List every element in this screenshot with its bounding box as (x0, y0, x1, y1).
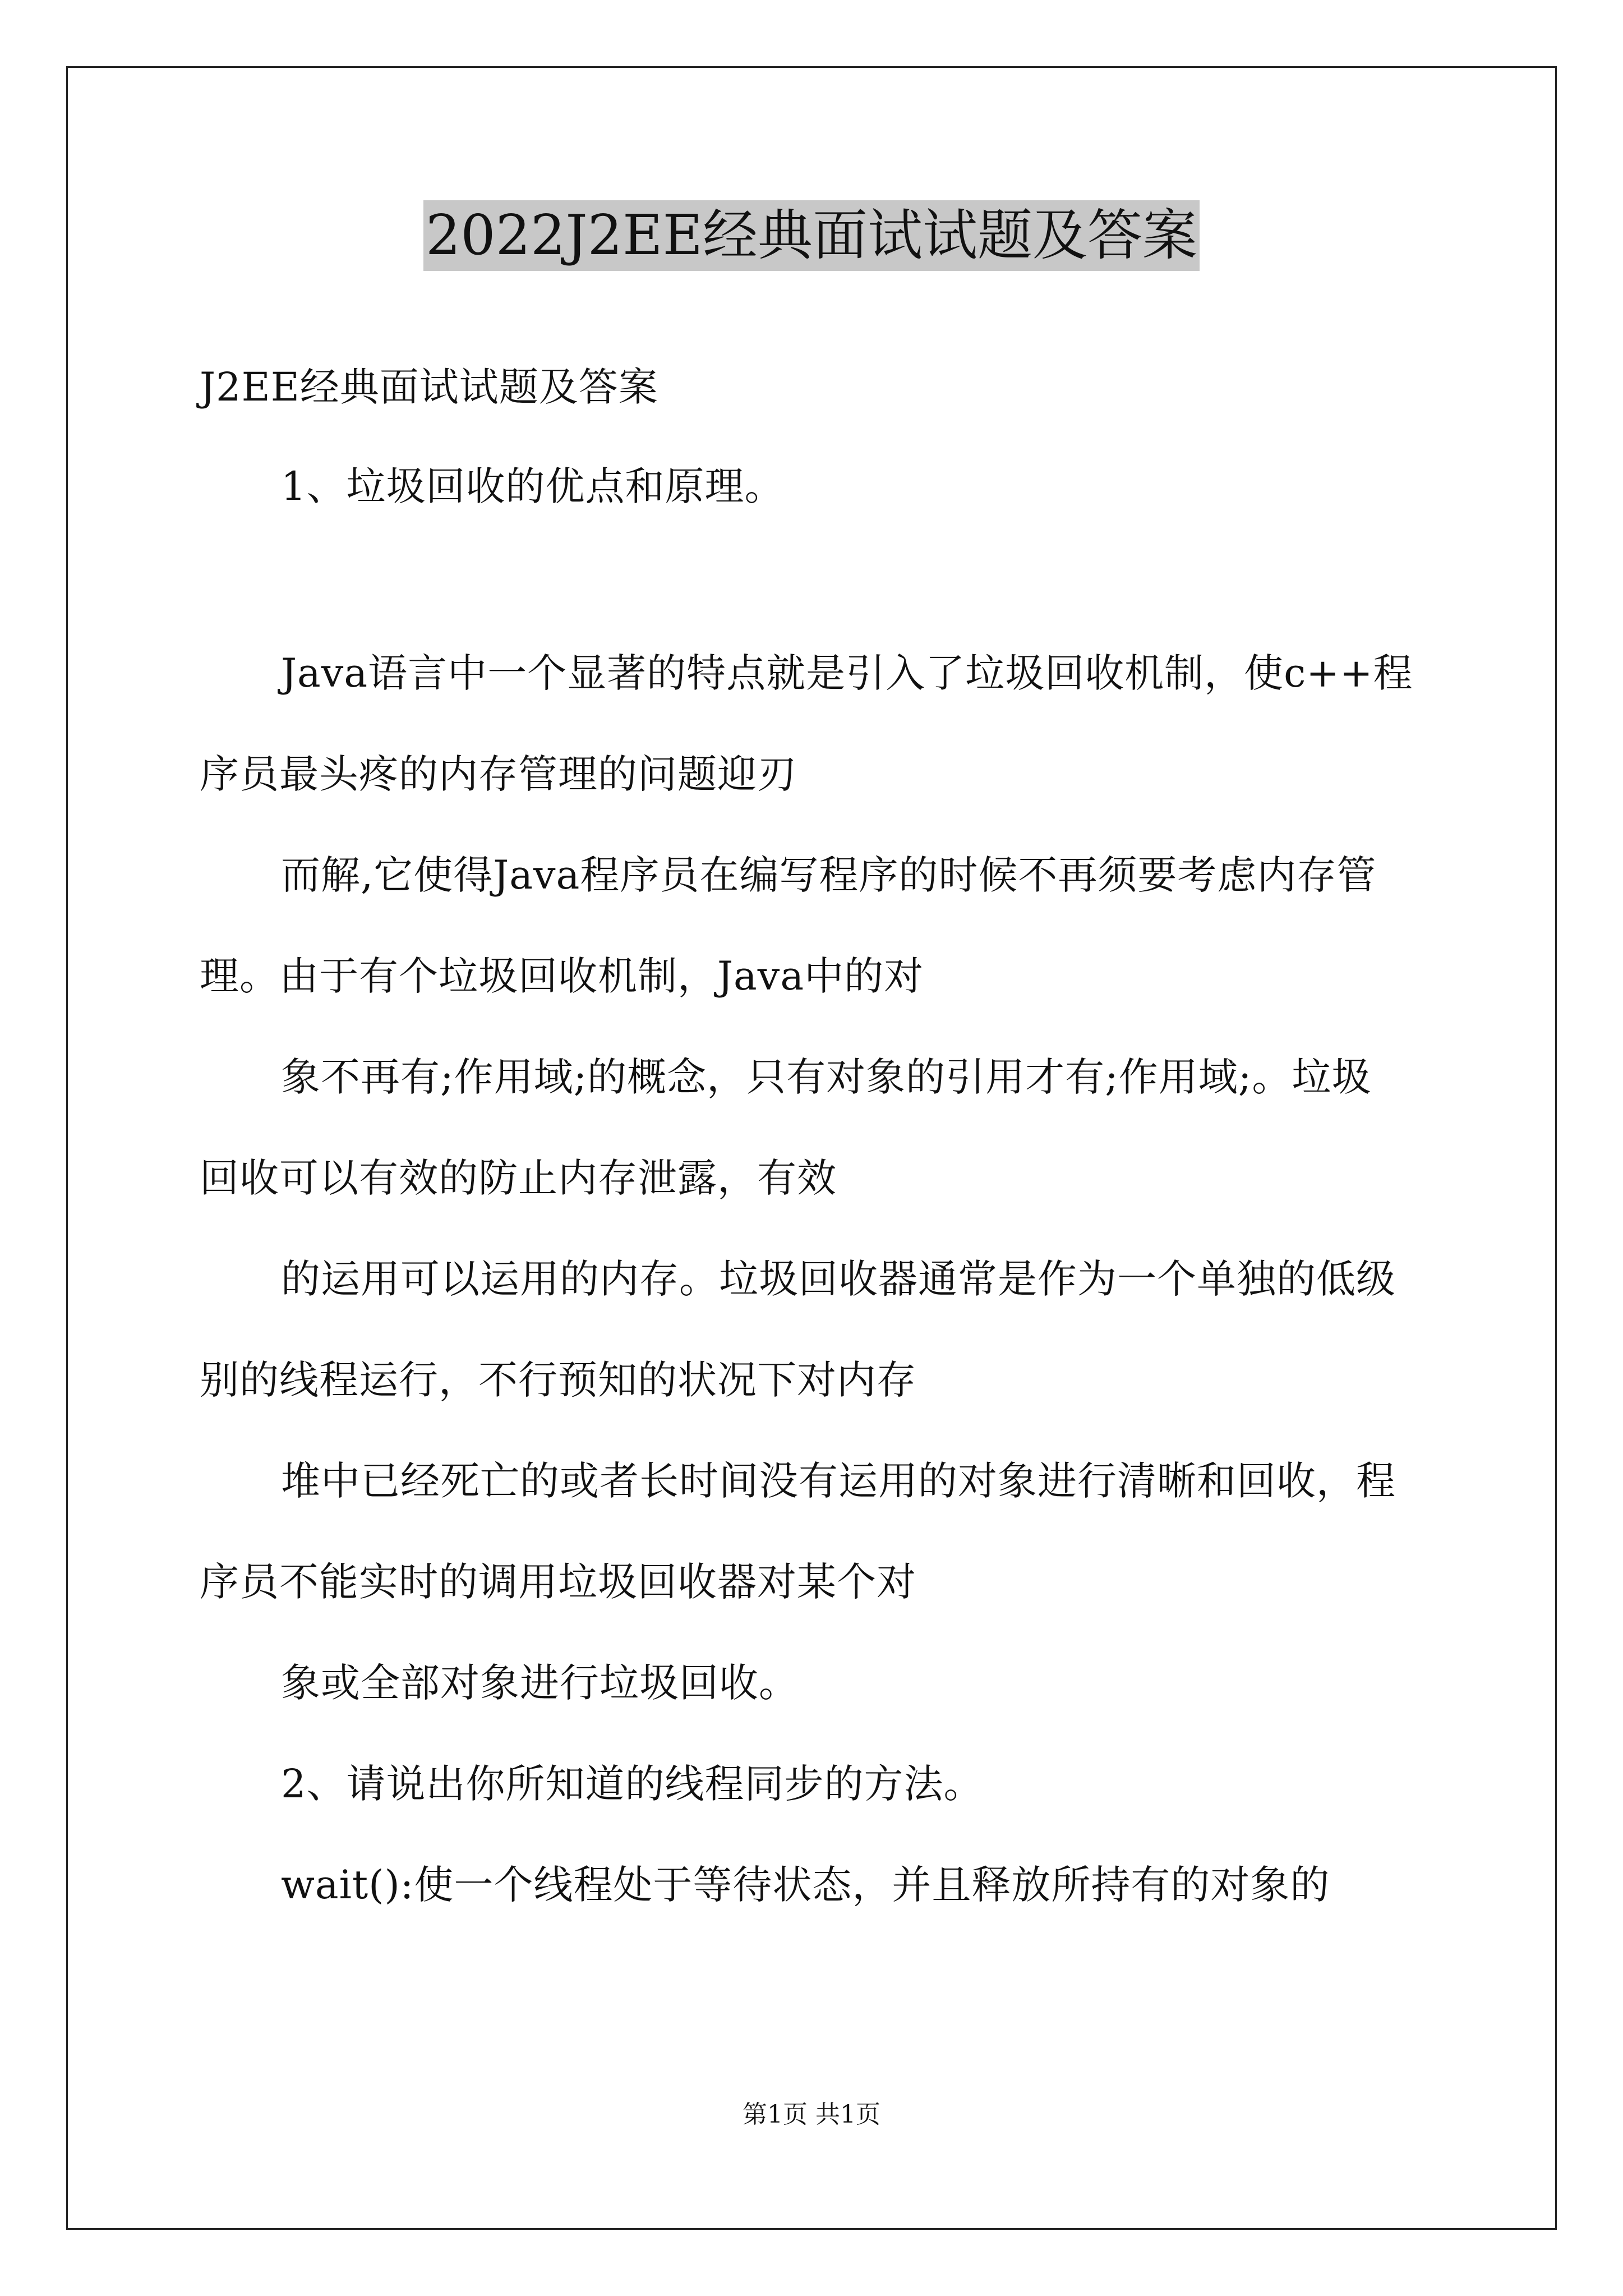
paragraph-line: 回收可以有效的防止内存泄露，有效 (200, 1155, 837, 1201)
wait-method-line: wait():使一个线程处于等待状态，并且释放所持有的对象的 (281, 1862, 1330, 1908)
paragraph-line: 理。由于有个垃圾回收机制，Java中的对 (200, 953, 924, 999)
paragraph-line: 堆中已经死亡的或者长时间没有运用的对象进行清晰和回收，程 (281, 1458, 1396, 1504)
document-title-text: 2022J2EE经典面试试题及答案 (423, 200, 1200, 271)
paragraph-line: 序员最头疼的内存管理的问题迎刃 (200, 751, 797, 797)
document-subtitle: J2EE经典面试试题及答案 (200, 364, 658, 410)
paragraph-line: 序员不能实时的调用垃圾回收器对某个对 (200, 1559, 916, 1605)
paragraph-line: 象或全部对象进行垃圾回收。 (281, 1660, 799, 1706)
document-title (0, 196, 1623, 275)
paragraph-line: 的运用可以运用的内存。垃圾回收器通常是作为一个单独的低级 (281, 1256, 1396, 1302)
question-2: 2、请说出你所知道的线程同步的方法。 (281, 1761, 984, 1807)
paragraph-line: 象不再有;作用域;的概念，只有对象的引用才有;作用域;。垃圾 (281, 1054, 1372, 1100)
paragraph-line: 别的线程运行，不行预知的状况下对内存 (200, 1357, 916, 1403)
page-footer: 第1页 共1页 (743, 2100, 880, 2129)
paragraph-line: 而解,它使得Java程序员在编写程序的时候不再须要考虑内存管 (281, 852, 1377, 898)
question-1: 1、垃圾回收的优点和原理。 (281, 463, 785, 509)
paragraph-line: Java语言中一个显著的特点就是引入了垃圾回收机制，使c++程 (281, 650, 1413, 696)
